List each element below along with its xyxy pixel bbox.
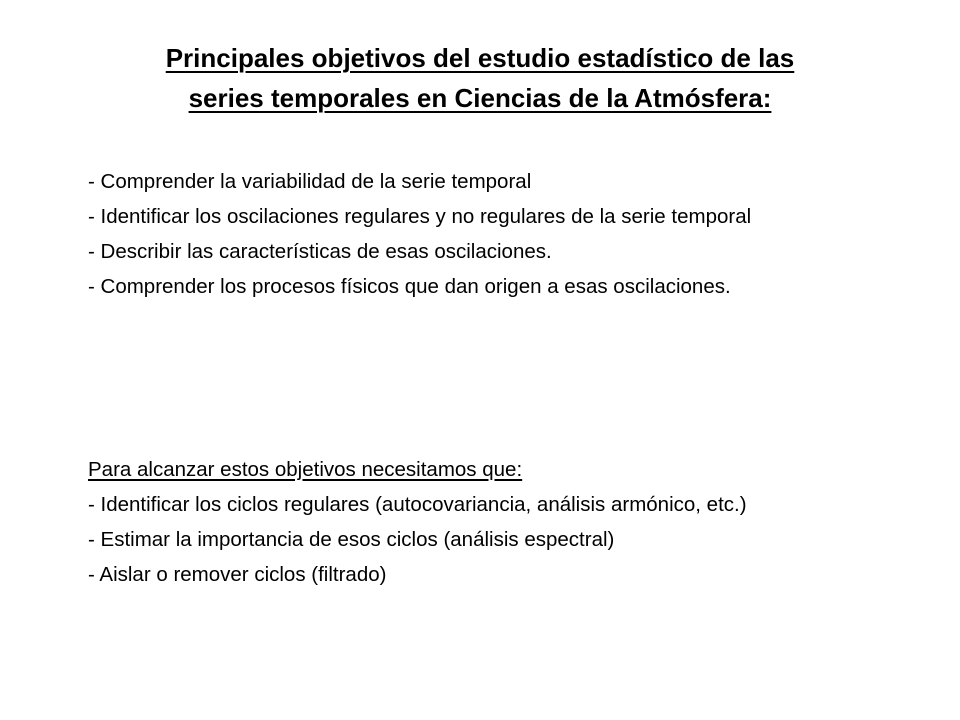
requirement-item: - Estimar la importancia de esos ciclos (análisis espectral) (88, 528, 615, 551)
requirements-list (88, 457, 918, 597)
slide-title (40, 38, 920, 118)
requirements-heading: Para alcanzar estos objetivos necesitamos que: (88, 458, 523, 481)
title-line-1: Principales objetivos del estudio estadístico de las (165, 43, 795, 73)
objective-item: - Identificar los oscilaciones regulares y no regulares de la serie temporal (88, 205, 752, 228)
requirement-item: - Identificar los ciclos regulares (autocovariancia, análisis armónico, etc.) (88, 493, 747, 516)
objective-item: - Comprender la variabilidad de la serie temporal (88, 170, 532, 193)
objectives-list (88, 169, 918, 309)
objective-item: - Comprender los procesos físicos que dan origen a esas oscilaciones. (88, 275, 731, 298)
title-line-2: series temporales en Ciencias de la Atmósfera: (188, 83, 772, 113)
requirement-item: - Aislar o remover ciclos (filtrado) (88, 563, 387, 586)
objective-item: - Describir las características de esas oscilaciones. (88, 240, 552, 263)
